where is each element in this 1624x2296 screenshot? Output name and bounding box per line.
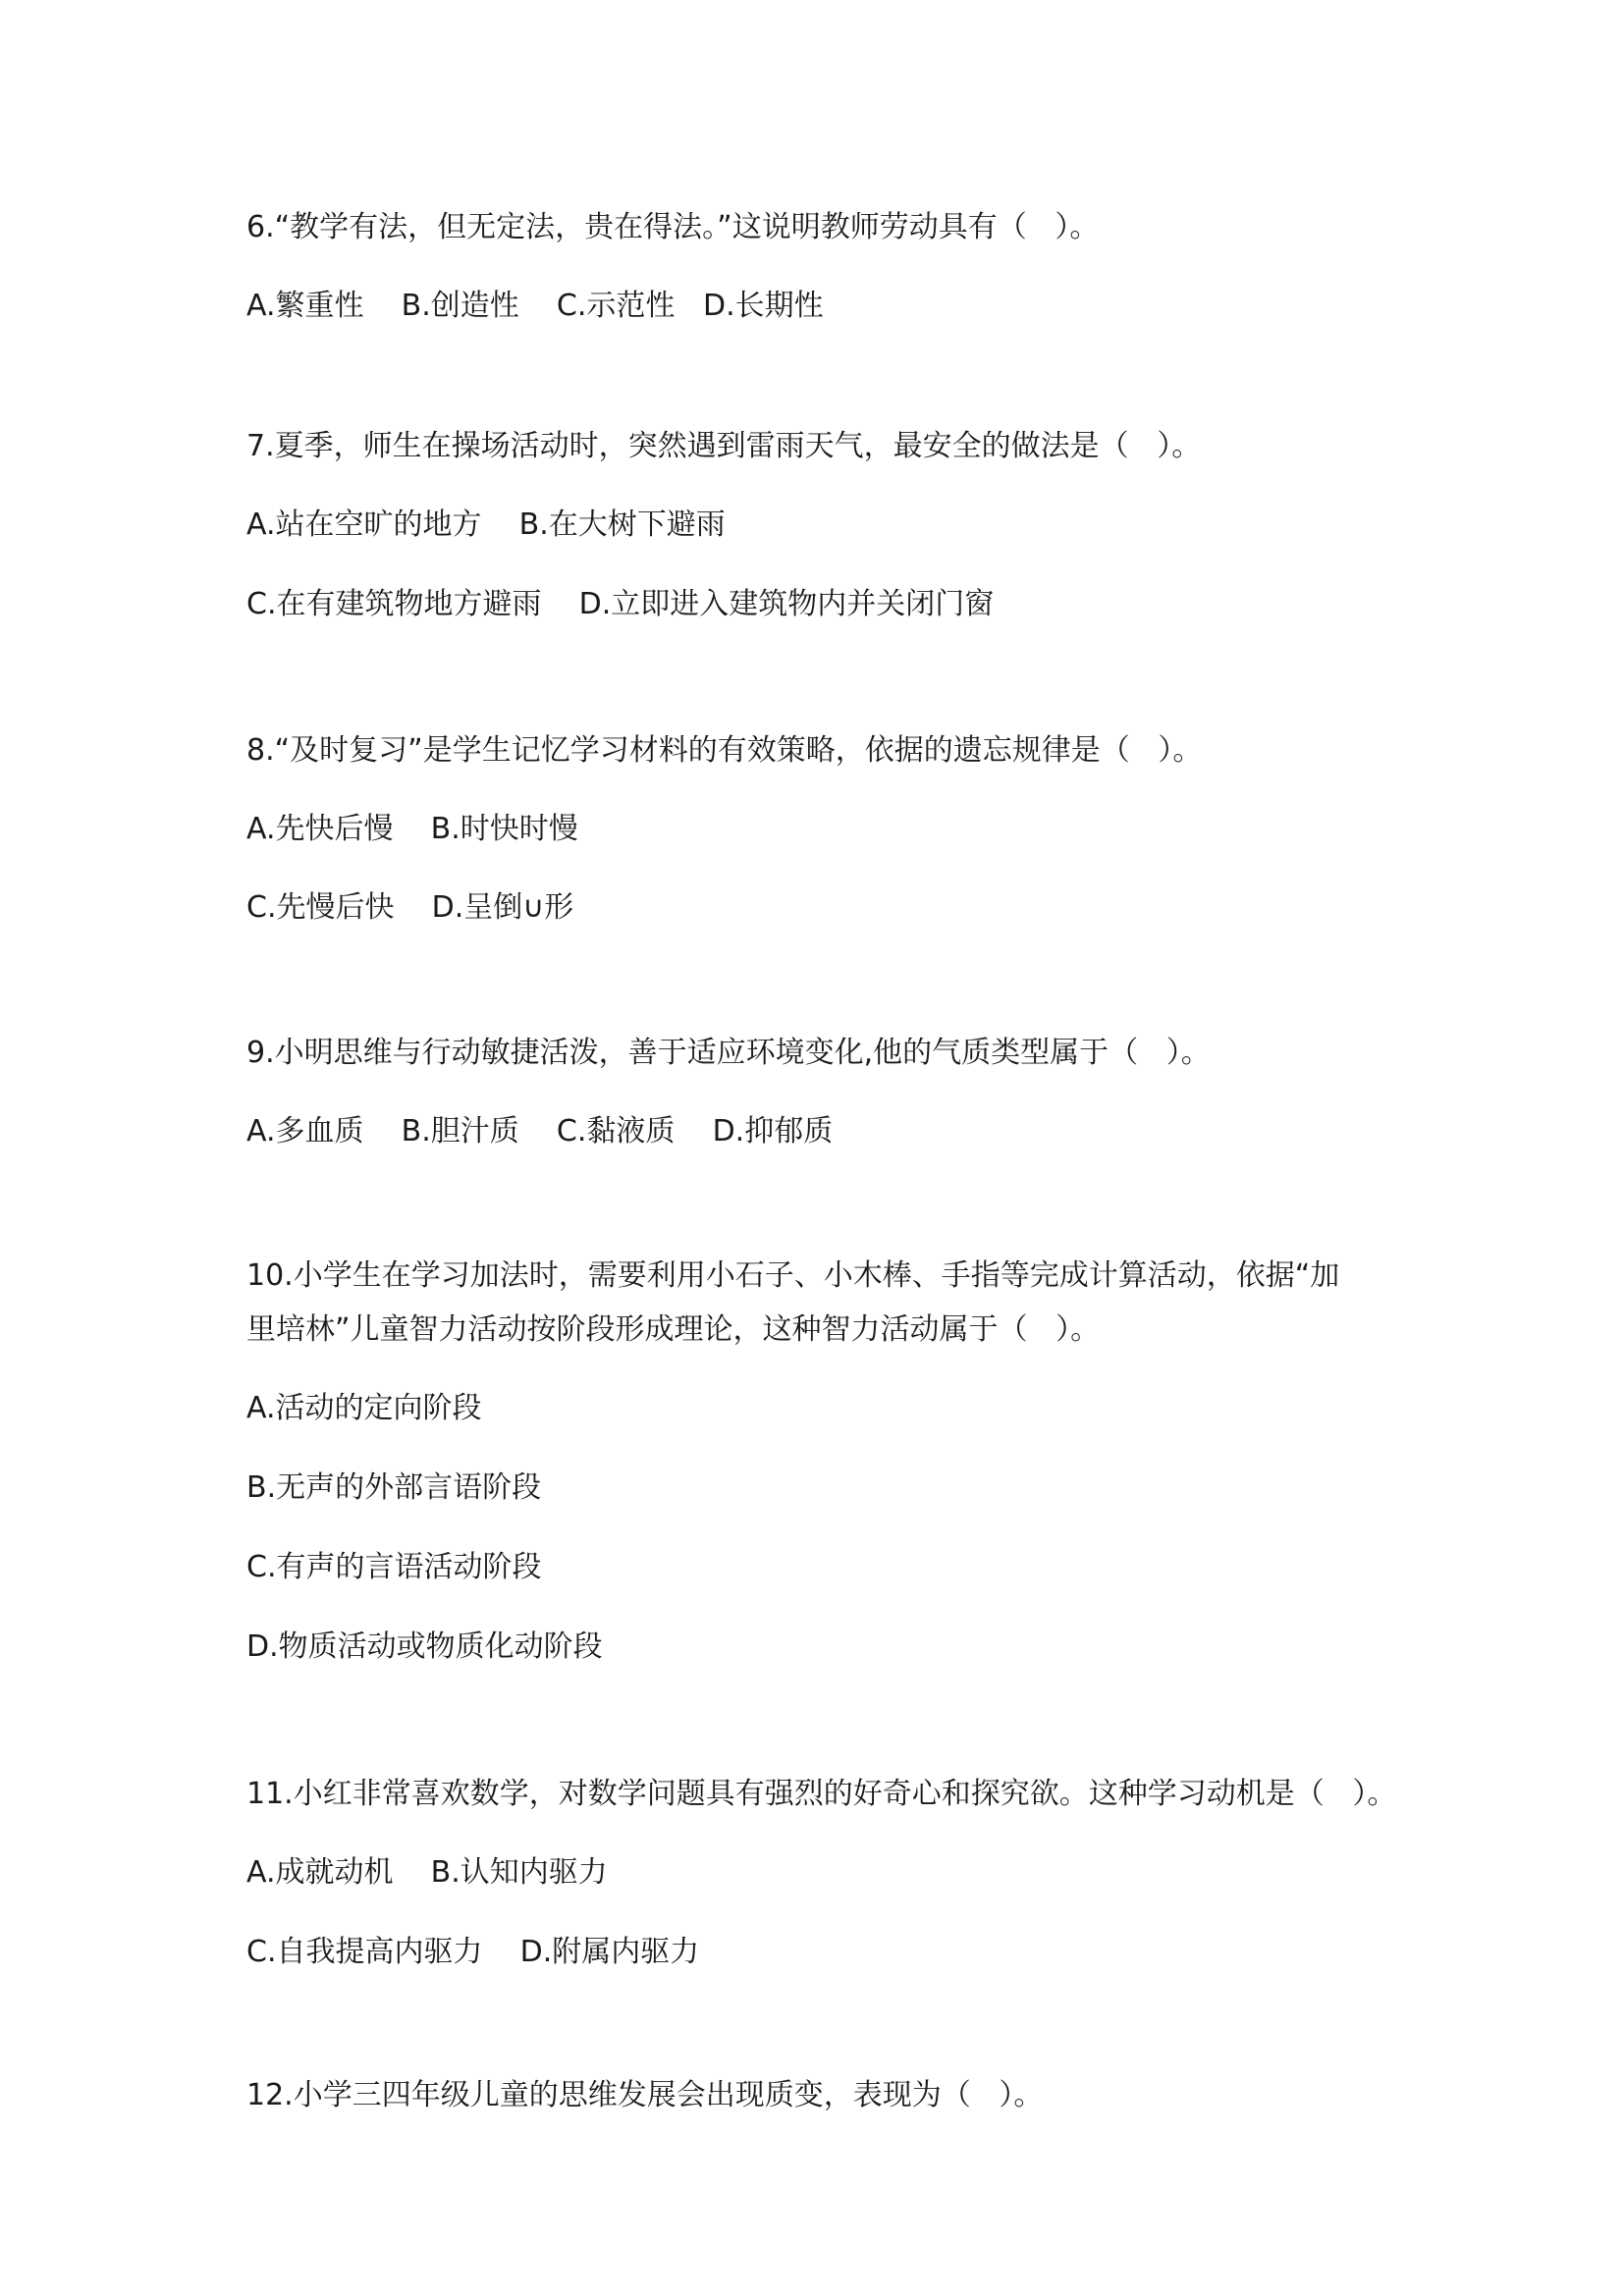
question-8-options-line-2: C.先慢后快 D.呈倒∪形	[246, 890, 574, 925]
question-10-stem-line-2: 里培林”儿童智力活动按阶段形成理论，这种智力活动属于（ ）。	[246, 1312, 1101, 1347]
question-6-stem: 6.“教学有法，但无定法，贵在得法。”这说明教师劳动具有（ ）。	[246, 210, 1100, 244]
question-11-options-line-1: A.成就动机 B.认知内驱力	[246, 1855, 608, 1890]
question-10-option-c: C.有声的言语活动阶段	[246, 1550, 542, 1584]
question-7-options-line-2: C.在有建筑物地方避雨 D.立即进入建筑物内并关闭门窗	[246, 587, 995, 621]
question-9-stem: 9.小明思维与行动敏捷活泼，善于适应环境变化,他的气质类型属于（ ）。	[246, 1036, 1211, 1070]
question-12-stem: 12.小学三四年级儿童的思维发展会出现质变，表现为（ ）。	[246, 2078, 1044, 2112]
question-10-option-a: A.活动的定向阶段	[246, 1391, 482, 1425]
question-6-options: A.繁重性 B.创造性 C.示范性 D.长期性	[246, 289, 824, 323]
question-10-option-d: D.物质活动或物质化动阶段	[246, 1629, 603, 1664]
question-10-stem-line-1: 10.小学生在学习加法时，需要利用小石子、小木棒、手指等完成计算活动，依据“加	[246, 1258, 1340, 1293]
question-11-stem: 11.小红非常喜欢数学，对数学问题具有强烈的好奇心和探究欲。这种学习动机是（ ）。	[246, 1777, 1397, 1811]
question-7-stem: 7.夏季，师生在操场活动时，突然遇到雷雨天气，最安全的做法是（ ）。	[246, 429, 1202, 463]
question-7-options-line-1: A.站在空旷的地方 B.在大树下避雨	[246, 507, 726, 542]
question-11-options-line-2: C.自我提高内驱力 D.附属内驱力	[246, 1935, 700, 1969]
question-8-options-line-1: A.先快后慢 B.时快时慢	[246, 812, 578, 846]
question-10-option-b: B.无声的外部言语阶段	[246, 1470, 542, 1505]
question-9-options: A.多血质 B.胆汁质 C.黏液质 D.抑郁质	[246, 1114, 834, 1148]
question-8-stem: 8.“及时复习”是学生记忆学习材料的有效策略，依据的遗忘规律是（ ）。	[246, 733, 1203, 768]
